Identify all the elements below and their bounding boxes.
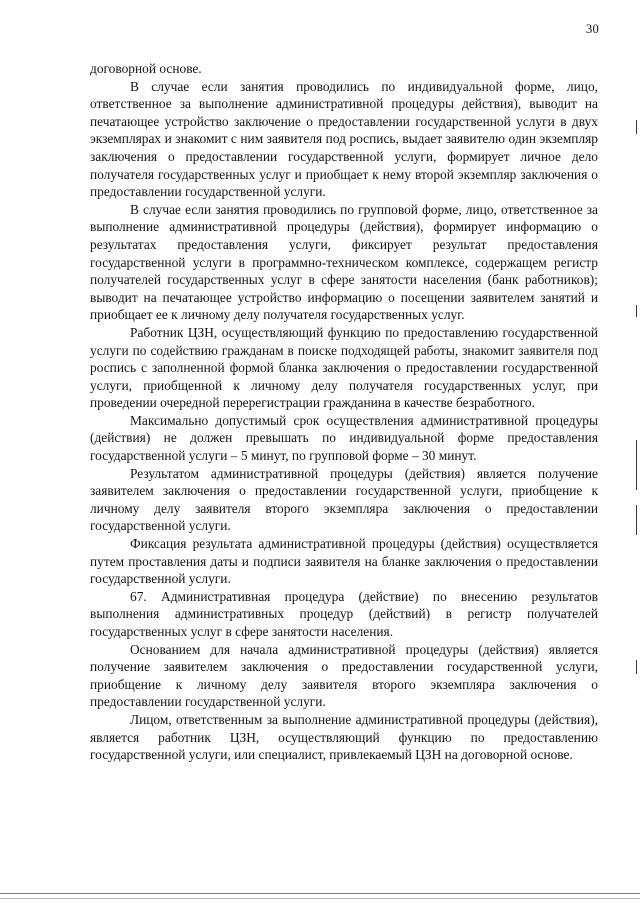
scan-mark [636,660,637,674]
paragraph-item-67: 67. Административная процедура (действие) по внесению результатов выполнения административных процедур (действий) в регистр получателей государственных услуг в сфере занятости населения. [90,588,598,639]
scan-mark [636,305,637,317]
paragraph-continuation: договорной основе. [90,61,202,76]
paragraph-max-duration: Максимально допустимый срок осуществления административной процедуры (действия) не должен превышать по индивидуальной форме предоставления государственной услуги – 5 минут, по групповой форме – 30 минут. [90,412,598,464]
document-body [90,60,598,764]
scan-edge-line [0,893,640,894]
paragraph-responsible: Лицом, ответственным за выполнение административной процедуры (действия), является работник ЦЗН, осуществляющий функцию по предоставлению государственной услуги, или специалист, привлекаемый ЦЗН на договорной основе. [90,711,598,763]
paragraph-czn-worker: Работник ЦЗН, осуществляющий функцию по предоставлению государственной услуги по содействию гражданам в поиске подходящей работы, знакомит заявителя под роспись с заполненной формой бланка заключения о предоставлении государственной услуги, приобщенной к личному делу получателя государственных услуг, при проведении очередной перерегистрации гражданина в качестве безработного. [90,324,598,411]
scan-edge-line [0,898,640,899]
scan-mark [636,440,637,490]
paragraph-grounds: Основанием для начала административной процедуры (действия) является получение заявителем заключения о предоставлении государственной услуги, приобщение к личному делу заявителя второго экземпляра заключения о предоставлении государственной услуги. [90,641,598,710]
page-number: 30 [586,22,600,36]
paragraph-group-form: В случае если занятия проводились по групповой форме, лицо, ответственное за выполнение административной процедуры (действия), формирует информацию о результатах предоставления услуги, фиксирует результат предоставления государственной услуги в программно-техническом комплексе, содержащем регистр получателей государственных услуг в сфере занятости населения (банк работников); выводит на печатающее устройство информацию о посещении заявителем занятий и приобщает ее к личному делу получателя государственных услуг. [90,201,598,323]
scan-mark [636,505,637,535]
scan-mark [636,120,637,134]
paragraph-individual-form: В случае если занятия проводились по индивидуальной форме, лицо, ответственное за выполнение административной процедуры действия), выводит на печатающее устройство заключение о предоставлении государственной услуги в двух экземплярах и знакомит с ним заявителя под роспись, выдает заявителю один экземпляр заключения о предоставлении государственной услуги, формирует личное дело получателя государственных услуг и приобщает к нему второй экземпляр заключения о предоставлении государственной услуги. [90,78,598,200]
paragraph-result: Результатом административной процедуры (действия) является получение заявителем заключения о предоставлении государственной услуги, приобщение к личному делу заявителя второго экземпляра заключения о предоставлении государственной услуги. [90,465,598,534]
paragraph-fixation: Фиксация результата административной процедуры (действия) осуществляется путем проставления даты и подписи заявителя на бланке заключения о предоставлении государственной услуги. [90,536,598,587]
